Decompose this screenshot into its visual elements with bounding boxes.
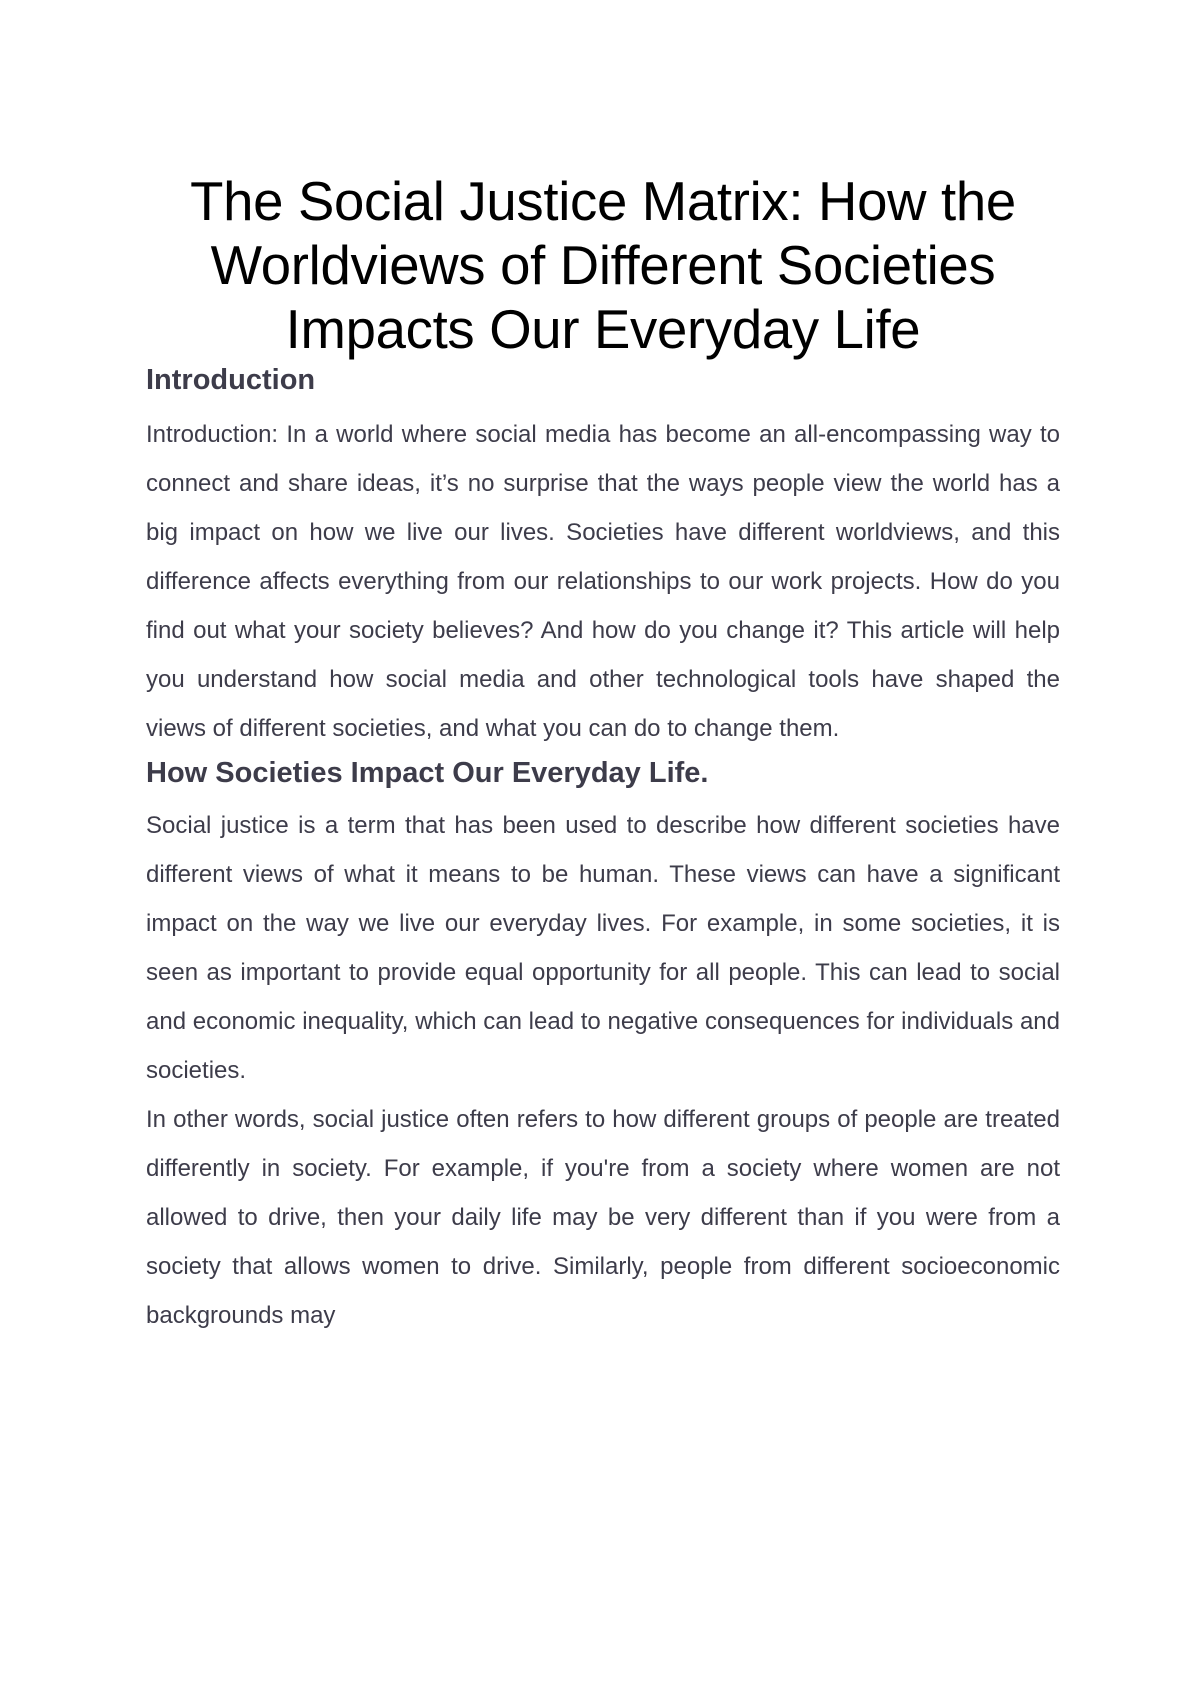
section-heading-introduction: Introduction [146,364,316,396]
document-body [146,170,1060,1340]
other-words-paragraph: In other words, social justice often refers to how different groups of people are treated differently in society. For example, if you're from a society where women are not allowed to drive, then your daily life may be very different than if you were from a society that allows women to drive. Similarly, people from different socioeconomic backgrounds may [146,1106,1060,1329]
introduction-paragraph: Introduction: In a world where social media has become an all-encompassing way to connect and share ideas, it’s no surprise that the ways people view the world has a big impact on how we live our lives. Societies have different worldviews, and this difference affects everything from our relationships to our work projects. How do you find out what your society believes? And how do you change it? This article will help you understand how social media and other technological tools have shaped the views of different societies, and what you can do to change them. [146,421,1060,742]
section-heading-how-societies-impact: How Societies Impact Our Everyday Life. [146,757,709,789]
social-justice-paragraph: Social justice is a term that has been used to describe how different societies have different views of what it means to be human. These views can have a significant impact on the way we live our everyday lives. For example, in some societies, it is seen as important to provide equal opportunity for all people. This can lead to social and economic inequality, which can lead to negative consequences for individuals and societies. [146,812,1060,1084]
document-title: The Social Justice Matrix: How the Worldviews of Different Societies Impacts Our Everyday Life [190,171,1016,360]
